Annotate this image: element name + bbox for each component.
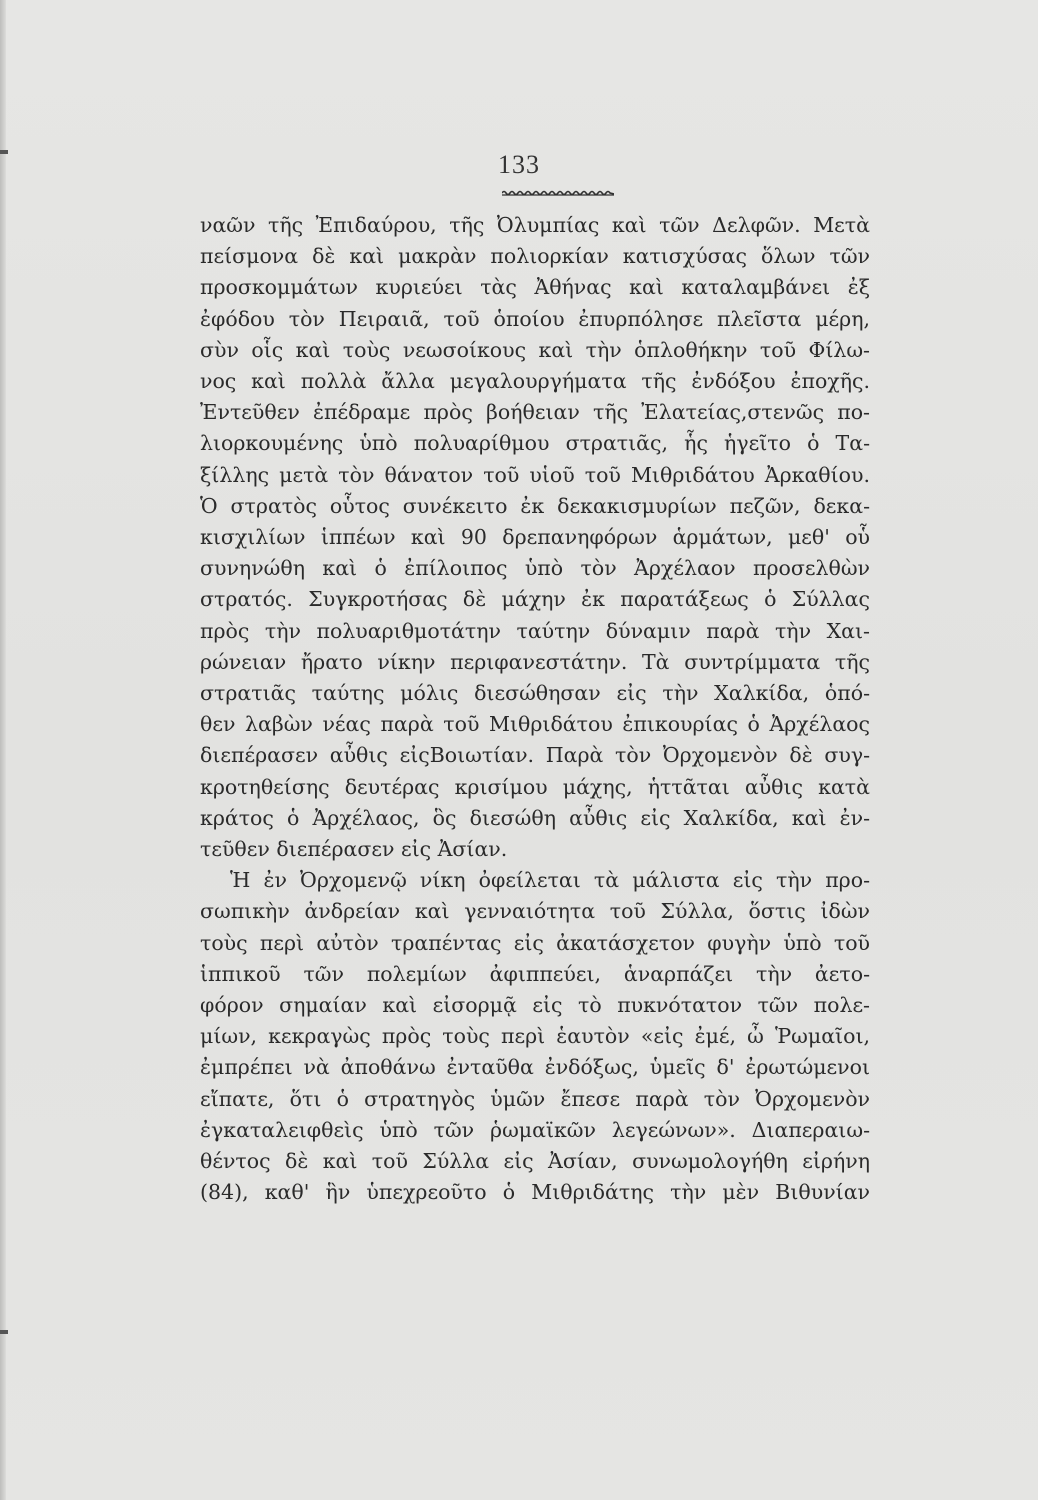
text-line: κροτηθείσης δευτέρας κρισίμου μάχης, ἡττᾶται αὖθις κατὰ: [200, 774, 870, 799]
text-line: θεν λαβὼν νέας παρὰ τοῦ Μιθριδάτου ἐπικουρίας ὁ Ἀρχέλαος: [200, 712, 870, 737]
text-line: ξίλλης μετὰ τὸν θάνατον τοῦ υἱοῦ τοῦ Μιθριδάτου Ἀρκαθίου.: [200, 462, 870, 487]
body-text: [200, 210, 870, 1209]
paragraph-2: [200, 865, 870, 1208]
text-line: πρὸς τὴν πολυαριθμοτάτην ταύτην δύναμιν παρὰ τὴν Χαι-: [200, 618, 870, 643]
text-line: τεῦθεν διεπέρασεν εἰς Ἀσίαν.: [200, 837, 508, 862]
text-line: Ὁ στρατὸς οὗτος συνέκειτο ἐκ δεκακισμυρίων πεζῶν, δεκα-: [200, 493, 870, 518]
text-line: (84), καθ' ἣν ὑπεχρεοῦτο ὁ Μιθριδάτης τὴν μὲν Βιθυνίαν: [200, 1180, 870, 1205]
text-line: ἱππικοῦ τῶν πολεμίων ἀφιππεύει, ἁναρπάζει τὴν ἀετο-: [200, 961, 870, 986]
text-line: ἐγκαταλειφθεὶς ὑπὸ τῶν ῥωμαϊκῶν λεγεώνων». Διαπεραιω-: [200, 1117, 870, 1142]
page-edge-shadow: [0, 0, 6, 1500]
edge-mark: [0, 1330, 8, 1334]
page-number: 133: [498, 150, 540, 179]
text-line: στρατός. Συγκροτήσας δὲ μάχην ἐκ παρατάξεως ὁ Σύλλας: [200, 587, 870, 612]
text-line: σωπικὴν ἀνδρείαν καὶ γενναιότητα τοῦ Σύλλα, ὅστις ἰδὼν: [200, 899, 870, 924]
text-line: στρατιᾶς ταύτης μόλις διεσώθησαν εἰς τὴν Χαλκίδα, ὁπό-: [200, 681, 870, 706]
text-line: εἴπατε, ὅτι ὁ στρατηγὸς ὑμῶν ἔπεσε παρὰ τὸν Ὀρχομενὸν: [200, 1086, 870, 1111]
text-line: νος καὶ πολλὰ ἄλλα μεγαλουργήματα τῆς ἐνδόξου ἐποχῆς.: [200, 369, 870, 394]
text-line: προσκομμάτων κυριεύει τὰς Ἀθήνας καὶ καταλαμβάνει ἐξ: [200, 275, 870, 300]
text-line: μίων, κεκραγὼς πρὸς τοὺς περὶ ἑαυτὸν «εἰς ἐμέ, ὦ Ῥωμαῖοι,: [200, 1024, 870, 1049]
text-line: τοὺς περὶ αὐτὸν τραπέντας εἰς ἀκατάσχετον φυγὴν ὑπὸ τοῦ: [200, 930, 870, 955]
text-line: διεπέρασεν αὖθις εἰςΒοιωτίαν. Παρὰ τὸν Ὀρχομενὸν δὲ συγ-: [200, 743, 870, 768]
text-line: Ἡ ἐν Ὀρχομενῷ νίκη ὀφείλεται τὰ μάλιστα εἰς τὴν προ-: [230, 868, 870, 893]
text-line: πείσμονα δὲ καὶ μακρὰν πολιορκίαν κατισχύσας ὅλων τῶν: [200, 244, 870, 269]
text-line: κράτος ὁ Ἀρχέλαος, ὃς διεσώθη αὖθις εἰς Χαλκίδα, καὶ ἐν-: [200, 805, 870, 830]
text-line: συνηνώθη καὶ ὁ ἐπίλοιπος ὑπὸ τὸν Ἀρχέλαον προσελθὼν: [200, 556, 870, 581]
paragraph-1: [200, 210, 870, 865]
ornamental-rule-icon: [502, 188, 614, 200]
text-line: σὺν οἷς καὶ τοὺς νεωσοίκους καὶ τὴν ὁπλοθήκην τοῦ Φίλω-: [200, 337, 870, 362]
text-line: Ἐντεῦθεν ἐπέδραμε πρὸς βοήθειαν τῆς Ἐλατείας,στενῶς πο-: [200, 400, 870, 425]
text-line: θέντος δὲ καὶ τοῦ Σύλλα εἰς Ἀσίαν, συνωμολογήθη εἰρήνη: [200, 1149, 870, 1174]
text-line: ἐφόδου τὸν Πειραιᾶ, τοῦ ὁποίου ἐπυρπόλησε πλεῖστα μέρη,: [200, 306, 870, 331]
text-line: ναῶν τῆς Ἐπιδαύρου, τῆς Ὀλυμπίας καὶ τῶν Δελφῶν. Μετὰ: [200, 213, 870, 237]
text-line: κισχιλίων ἱππέων καὶ 90 δρεπανηφόρων ἁρμάτων, μεθ' οὗ: [200, 525, 870, 550]
text-line: ρώνειαν ἤρατο νίκην περιφανεστάτην. Τὰ συντρίμματα τῆς: [200, 649, 870, 674]
text-line: φόρον σημαίαν καὶ εἰσορμᾷ εἰς τὸ πυκνότατον τῶν πολε-: [200, 993, 870, 1018]
text-line: ἐμπρέπει νὰ ἀποθάνω ἐνταῦθα ἐνδόξως, ὑμεῖς δ' ἐρωτώμενοι: [200, 1055, 870, 1080]
text-line: λιορκουμένης ὑπὸ πολυαρίθμου στρατιᾶς, ἧς ἡγεῖτο ὁ Τα-: [200, 431, 870, 456]
